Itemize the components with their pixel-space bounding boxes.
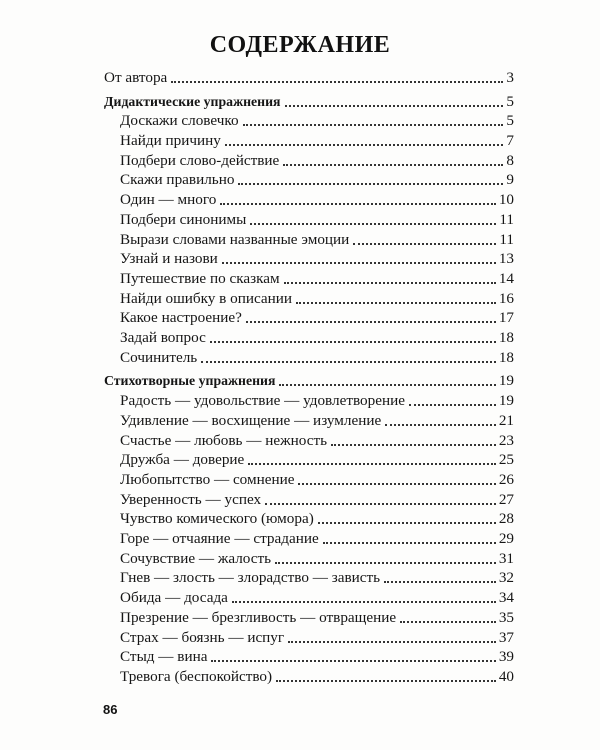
dot-leader (222, 262, 496, 264)
toc-entry-title: Сочинитель (120, 349, 198, 366)
toc-entry-page: 3 (506, 69, 514, 86)
dot-leader (288, 641, 496, 643)
toc-entry[interactable] (120, 529, 514, 548)
dot-leader (298, 483, 495, 485)
toc-entry-page: 11 (499, 231, 514, 248)
toc-entry[interactable] (120, 647, 514, 666)
toc-entry-title: Тревога (беспокойство) (120, 668, 273, 685)
toc-entry-page: 32 (498, 569, 514, 586)
toc-entry-title: Задай вопрос (120, 329, 206, 346)
toc-entry-page: 37 (498, 629, 514, 646)
toc-entry-title: Дружба — доверие (120, 451, 245, 468)
toc-entry[interactable] (120, 470, 514, 489)
toc-entry[interactable] (120, 111, 514, 130)
toc-entry-title: Один — много (120, 191, 217, 208)
toc-entry[interactable] (120, 190, 514, 209)
toc-entry[interactable] (120, 568, 514, 587)
toc-entry[interactable] (120, 151, 514, 170)
toc-entry[interactable] (120, 628, 514, 647)
dot-leader (265, 503, 496, 505)
toc-entry-title: От автора (104, 69, 168, 86)
toc-entry-title: Подбери слово-действие (120, 152, 280, 169)
toc-entry-page: 7 (506, 132, 514, 149)
page-title: СОДЕРЖАНИЕ (209, 32, 391, 58)
toc-entry[interactable] (120, 328, 514, 347)
dot-leader (238, 183, 503, 185)
dot-leader (210, 341, 496, 343)
dot-leader (201, 361, 496, 363)
toc-entry-title: Стихотворные упражнения (104, 373, 276, 388)
toc-entry[interactable] (120, 509, 514, 528)
toc-entry-title: Дидактические упражнения (104, 94, 281, 109)
toc-entry-page: 14 (498, 270, 514, 287)
toc-entry[interactable] (104, 68, 514, 87)
toc-entry[interactable] (120, 170, 514, 189)
dot-leader (248, 463, 496, 465)
toc-entry-page: 26 (498, 471, 514, 488)
dot-leader (220, 203, 496, 205)
toc-entry-title: Путешествие по сказкам (120, 270, 280, 287)
toc-entry[interactable] (120, 289, 514, 308)
dot-leader (243, 124, 504, 126)
toc-entry-page: 39 (498, 648, 514, 665)
dot-leader (211, 660, 495, 662)
toc-entry-page: 16 (498, 290, 514, 307)
toc-entry-title: Стыд — вина (120, 648, 208, 665)
toc-entry[interactable] (120, 230, 514, 249)
dot-leader (283, 164, 503, 166)
dot-leader (250, 223, 496, 225)
toc-entry-page: 9 (506, 171, 514, 188)
toc-entry-page: 29 (498, 530, 514, 547)
toc-entry[interactable] (120, 588, 514, 607)
toc-entry[interactable] (120, 608, 514, 627)
dot-leader (284, 282, 496, 284)
toc-entry-page: 21 (498, 412, 514, 429)
dot-leader (279, 384, 495, 386)
dot-leader (318, 522, 496, 524)
toc-entry-page: 28 (498, 510, 514, 527)
toc-entry-title: Вырази словами названные эмоции (120, 231, 350, 248)
toc-entry-page: 23 (498, 432, 514, 449)
toc-entry-page: 11 (499, 211, 514, 228)
toc-entry[interactable] (120, 667, 514, 686)
dot-leader (276, 680, 496, 682)
dot-leader (409, 404, 496, 406)
dot-leader (400, 621, 496, 623)
toc-entry-title: Горе — отчаяние — страдание (120, 530, 319, 547)
toc-entry[interactable] (120, 411, 514, 430)
toc-entry[interactable] (120, 308, 514, 327)
toc-entry-page: 31 (498, 550, 514, 567)
toc-entry-title: Радость — удовольствие — удовлетворение (120, 392, 405, 409)
toc-entry-title: Скажи правильно (120, 171, 235, 188)
toc-entry-page: 8 (506, 152, 514, 169)
toc-entry-page: 5 (506, 112, 514, 129)
toc-entry-page: 25 (498, 451, 514, 468)
toc-entry[interactable] (120, 490, 514, 509)
toc-entry-title: Презрение — брезгливость — отвращение (120, 609, 397, 626)
dot-leader (285, 105, 504, 107)
toc-entry-page: 13 (498, 250, 514, 267)
toc-entry-page: 27 (498, 491, 514, 508)
toc-entry-page: 19 (498, 372, 514, 389)
toc-section[interactable] (104, 92, 514, 111)
toc-entry-page: 40 (498, 668, 514, 685)
toc-entry-title: Какое настроение? (120, 309, 242, 326)
toc-entry[interactable] (120, 391, 514, 410)
toc-entry-title: Обида — досада (120, 589, 228, 606)
dot-leader (385, 424, 496, 426)
toc-entry-title: Найди причину (120, 132, 221, 149)
dot-leader (225, 144, 504, 146)
toc-entry-title: Узнай и назови (120, 250, 218, 267)
toc-entry-page: 34 (498, 589, 514, 606)
toc-entry[interactable] (120, 269, 514, 288)
dot-leader (275, 562, 496, 564)
dot-leader (353, 243, 496, 245)
toc-entry[interactable] (120, 210, 514, 229)
dot-leader (296, 302, 496, 304)
toc-entry[interactable] (120, 131, 514, 150)
toc-entry-title: Чувство комического (юмора) (120, 510, 314, 527)
toc-entry-title: Найди ошибку в описании (120, 290, 293, 307)
toc-entry-page: 19 (498, 392, 514, 409)
toc-entry[interactable] (120, 348, 514, 367)
toc-entry-title: Доскажи словечко (120, 112, 239, 129)
toc-entry[interactable] (120, 249, 514, 268)
toc-entry-page: 10 (498, 191, 514, 208)
dot-leader (171, 81, 503, 83)
dot-leader (323, 542, 496, 544)
toc-entry-page: 5 (506, 93, 514, 110)
toc-entry-page: 17 (498, 309, 514, 326)
toc-entry[interactable] (120, 549, 514, 568)
dot-leader (246, 321, 496, 323)
toc-entry-title: Гнев — злость — злорадство — зависть (120, 569, 381, 586)
dot-leader (384, 581, 496, 583)
toc-entry-title: Страх — боязнь — испуг (120, 629, 285, 646)
toc-entry[interactable] (120, 450, 514, 469)
dot-leader (232, 601, 496, 603)
toc-entry-page: 18 (498, 329, 514, 346)
toc-entry-page: 35 (498, 609, 514, 626)
toc-entry-title: Подбери синонимы (120, 211, 247, 228)
toc-entry-title: Уверенность — успех (120, 491, 262, 508)
toc-entry-page: 18 (498, 349, 514, 366)
page-number: 86 (103, 702, 118, 717)
toc-entry[interactable] (120, 431, 514, 450)
toc-section[interactable] (104, 371, 514, 390)
toc-entry-title: Счастье — любовь — нежность (120, 432, 328, 449)
toc-entry-title: Сочувствие — жалость (120, 550, 272, 567)
toc-entry-title: Удивление — восхищение — изумление (120, 412, 382, 429)
toc-entry-title: Любопытство — сомнение (120, 471, 295, 488)
dot-leader (331, 444, 496, 446)
